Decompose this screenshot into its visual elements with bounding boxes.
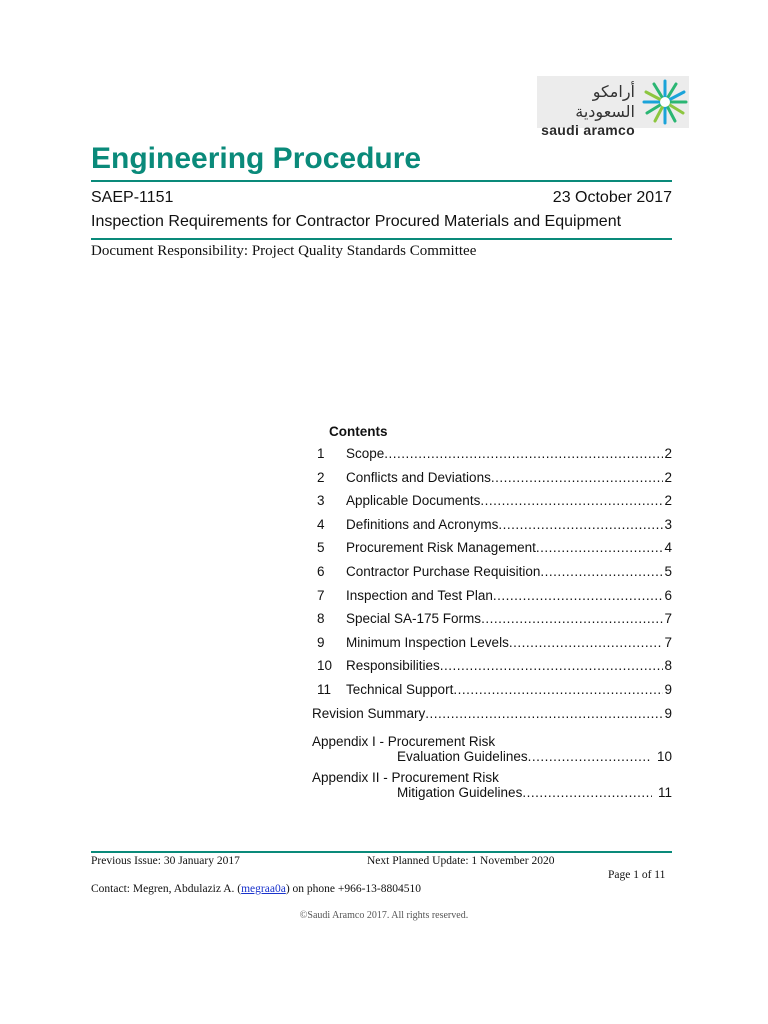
contents-heading: Contents [329,424,388,439]
footer-divider [91,851,672,853]
toc-entry-page: 3 [664,516,672,532]
toc-entry[interactable] [312,493,672,517]
contact-prefix: Contact: Megren, Abdulaziz A. ( [91,883,242,895]
toc-entry-page: 8 [664,658,672,674]
toc-entry[interactable] [312,658,672,682]
toc-entry-page: 5 [664,563,672,579]
toc-entry[interactable] [312,446,672,470]
appendix-title: Appendix II - Procurement Risk [312,769,499,785]
toc-entry-label: Procurement Risk Management [346,540,536,556]
toc-entry-label: Special SA-175 Forms [346,611,482,627]
toc-entry-page: 10 [656,748,672,764]
toc-entry-number: 4 [317,516,325,532]
logo-arabic-text: أرامكو السعودية [575,82,635,121]
toc-entry-number: 9 [317,634,325,650]
toc-leader-dots [453,682,663,697]
appendix-subtitle: Evaluation Guidelines [397,748,528,764]
toc-leader-dots [509,635,664,650]
contact-suffix: ) on phone +966-13-8804510 [285,883,422,895]
title-divider [91,180,672,182]
toc-entry-label: Scope [346,446,385,461]
toc-entry[interactable] [312,517,672,541]
toc-entry-page: 2 [664,493,672,509]
toc-leader-dots [425,706,663,734]
toc-leader-dots [536,540,664,555]
table-of-contents [312,424,672,806]
toc-entry-number: 2 [317,469,325,485]
toc-leader-dots [522,785,652,800]
toc-entry-appendix-1[interactable] [312,734,672,764]
toc-entry-number: 3 [317,493,325,509]
toc-leader-dots [440,658,664,673]
toc-entry[interactable] [312,611,672,635]
toc-entry-label: Contractor Purchase Requisition [346,563,541,579]
toc-entry-page: 4 [664,540,672,556]
toc-entry-number: 1 [317,446,325,461]
company-logo [537,76,689,138]
toc-entry-label: Revision Summary [312,705,426,721]
toc-leader-dots [540,564,663,579]
toc-entry-page: 7 [664,611,672,627]
logo-english-text: saudi aramco [541,122,635,138]
toc-entry-number: 11 [317,681,332,697]
page-number: Page 1 of 11 [608,869,666,881]
toc-entry-page: 6 [664,587,672,603]
toc-entry-number: 6 [317,563,325,579]
toc-leader-dots [528,749,651,764]
toc-entry-page: 11 [657,784,672,800]
aramco-star-icon [641,78,689,126]
subtitle-divider [91,238,672,240]
toc-leader-dots [480,493,663,508]
toc-entry-page: 2 [664,469,672,485]
logo-wordmark [541,82,635,138]
toc-leader-dots [384,446,663,461]
contact-email-link[interactable]: megraa0a [241,883,286,895]
toc-entry[interactable] [312,540,672,564]
document-id: SAEP-1151 [91,189,174,206]
toc-entry-appendix-2[interactable] [312,770,672,800]
document-date: 23 October 2017 [552,189,672,206]
copyright-notice: ©Saudi Aramco 2017. All rights reserved. [299,910,469,921]
toc-entry-page: 9 [664,705,672,721]
appendix-subtitle: Mitigation Guidelines [397,784,523,800]
toc-entry-label: Inspection and Test Plan [346,587,493,603]
contact-line [91,883,421,895]
toc-leader-dots [498,517,663,532]
toc-leader-dots [493,588,664,603]
page-title: Engineering Procedure [91,142,422,175]
document-responsibility: Document Responsibility: Project Quality Standards Committee [91,243,477,259]
document-subtitle: Inspection Requirements for Contractor Procured Materials and Equipment [91,213,622,230]
toc-entry[interactable] [312,564,672,588]
toc-entry-label: Definitions and Acronyms [346,516,499,532]
toc-entry-label: Minimum Inspection Levels [346,634,509,650]
toc-entry-label: Applicable Documents [346,493,481,509]
toc-leader-dots [481,611,663,626]
toc-entry[interactable] [312,588,672,612]
appendix-title: Appendix I - Procurement Risk [312,733,496,749]
contents-list [312,446,672,706]
toc-leader-dots [491,470,664,485]
toc-entry-number: 8 [317,611,325,627]
toc-entry[interactable] [312,635,672,659]
toc-entry-page: 7 [664,634,672,650]
toc-entry-page: 9 [664,681,672,697]
toc-entry-number: 7 [317,587,325,603]
toc-entry-label: Technical Support [346,681,454,697]
previous-issue: Previous Issue: 30 January 2017 [91,855,240,867]
next-planned-update: Next Planned Update: 1 November 2020 [367,855,555,867]
toc-entry-number: 5 [317,540,325,556]
toc-entry[interactable] [312,682,672,706]
toc-entry-revision-summary[interactable] [312,706,672,734]
toc-entry-page: 2 [664,446,672,461]
toc-entry-label: Conflicts and Deviations [346,469,491,485]
toc-entry-number: 10 [317,658,333,674]
toc-entry-label: Responsibilities [346,658,440,674]
toc-entry[interactable] [312,470,672,494]
